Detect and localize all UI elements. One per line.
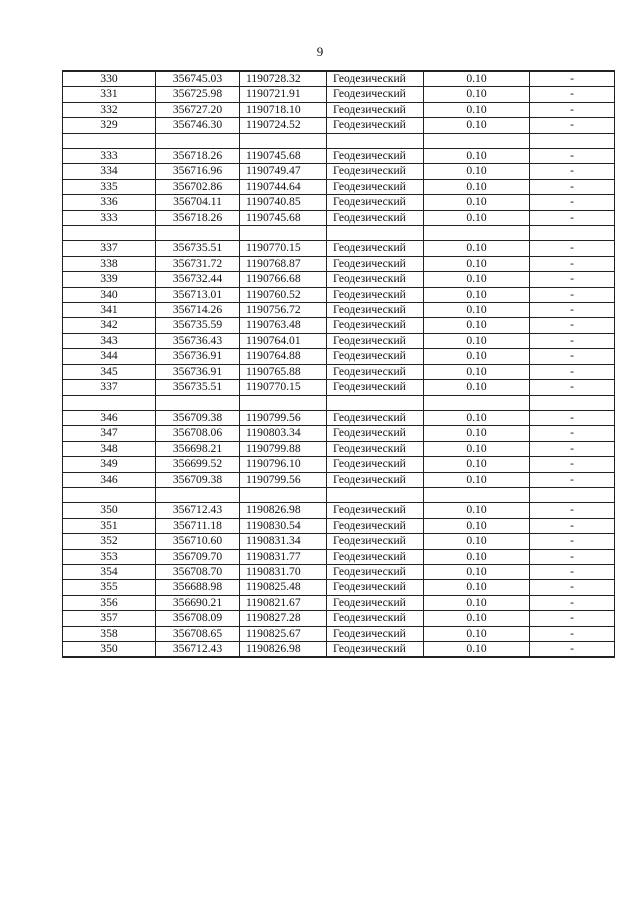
accuracy-cell: 0.10 bbox=[424, 256, 530, 271]
note-cell: - bbox=[530, 303, 615, 318]
table-row bbox=[63, 641, 615, 657]
y-coordinate-cell: 1190803.34 bbox=[240, 426, 327, 441]
x-coordinate-cell: 356718.26 bbox=[156, 210, 240, 225]
note-cell: - bbox=[530, 441, 615, 456]
y-coordinate-cell: 1190770.15 bbox=[240, 241, 327, 256]
table-row bbox=[63, 195, 615, 210]
x-coordinate-cell: 356716.96 bbox=[156, 164, 240, 179]
accuracy-cell: 0.10 bbox=[424, 549, 530, 564]
point-number-cell: 340 bbox=[63, 287, 156, 302]
table-row bbox=[63, 410, 615, 425]
point-number-cell: 347 bbox=[63, 426, 156, 441]
x-coordinate-cell: 356745.03 bbox=[156, 71, 240, 87]
accuracy-cell: 0.10 bbox=[424, 611, 530, 626]
method-cell: Геодезический bbox=[327, 241, 424, 256]
accuracy-cell: 0.10 bbox=[424, 641, 530, 657]
point-number-cell: 356 bbox=[63, 595, 156, 610]
x-coordinate-cell: 356746.30 bbox=[156, 118, 240, 133]
x-coordinate-cell: 356702.86 bbox=[156, 179, 240, 194]
note-cell bbox=[530, 133, 615, 148]
table-row bbox=[63, 318, 615, 333]
note-cell: - bbox=[530, 364, 615, 379]
method-cell: Геодезический bbox=[327, 149, 424, 164]
accuracy-cell: 0.10 bbox=[424, 195, 530, 210]
accuracy-cell: 0.10 bbox=[424, 426, 530, 441]
point-number-cell: 349 bbox=[63, 457, 156, 472]
y-coordinate-cell: 1190765.88 bbox=[240, 364, 327, 379]
method-cell: Геодезический bbox=[327, 503, 424, 518]
y-coordinate-cell: 1190799.56 bbox=[240, 410, 327, 425]
x-coordinate-cell: 356714.26 bbox=[156, 303, 240, 318]
method-cell: Геодезический bbox=[327, 518, 424, 533]
table-row bbox=[63, 580, 615, 595]
method-cell: Геодезический bbox=[327, 380, 424, 395]
point-number-cell bbox=[63, 487, 156, 502]
method-cell: Геодезический bbox=[327, 287, 424, 302]
accuracy-cell: 0.10 bbox=[424, 210, 530, 225]
point-number-cell: 350 bbox=[63, 641, 156, 657]
table-row bbox=[63, 102, 615, 117]
point-number-cell: 345 bbox=[63, 364, 156, 379]
note-cell: - bbox=[530, 102, 615, 117]
table-row bbox=[63, 287, 615, 302]
y-coordinate-cell bbox=[240, 395, 327, 410]
y-coordinate-cell: 1190766.68 bbox=[240, 272, 327, 287]
point-number-cell: 341 bbox=[63, 303, 156, 318]
coordinates-table bbox=[62, 70, 615, 658]
y-coordinate-cell: 1190768.87 bbox=[240, 256, 327, 271]
accuracy-cell: 0.10 bbox=[424, 164, 530, 179]
table-row bbox=[63, 626, 615, 641]
point-number-cell bbox=[63, 395, 156, 410]
note-cell: - bbox=[530, 287, 615, 302]
table-row bbox=[63, 503, 615, 518]
point-number-cell: 348 bbox=[63, 441, 156, 456]
x-coordinate-cell: 356709.38 bbox=[156, 472, 240, 487]
point-number-cell: 353 bbox=[63, 549, 156, 564]
note-cell: - bbox=[530, 87, 615, 102]
y-coordinate-cell: 1190830.54 bbox=[240, 518, 327, 533]
accuracy-cell: 0.10 bbox=[424, 118, 530, 133]
table-row bbox=[63, 149, 615, 164]
method-cell: Геодезический bbox=[327, 318, 424, 333]
note-cell: - bbox=[530, 518, 615, 533]
method-cell: Геодезический bbox=[327, 595, 424, 610]
y-coordinate-cell: 1190827.28 bbox=[240, 611, 327, 626]
accuracy-cell bbox=[424, 226, 530, 241]
accuracy-cell: 0.10 bbox=[424, 349, 530, 364]
table-row bbox=[63, 380, 615, 395]
y-coordinate-cell: 1190728.32 bbox=[240, 71, 327, 87]
method-cell: Геодезический bbox=[327, 210, 424, 225]
point-number-cell: 346 bbox=[63, 472, 156, 487]
accuracy-cell: 0.10 bbox=[424, 318, 530, 333]
note-cell: - bbox=[530, 318, 615, 333]
y-coordinate-cell: 1190831.34 bbox=[240, 534, 327, 549]
accuracy-cell: 0.10 bbox=[424, 380, 530, 395]
accuracy-cell bbox=[424, 487, 530, 502]
y-coordinate-cell: 1190763.48 bbox=[240, 318, 327, 333]
note-cell: - bbox=[530, 457, 615, 472]
x-coordinate-cell: 356735.51 bbox=[156, 241, 240, 256]
accuracy-cell: 0.10 bbox=[424, 580, 530, 595]
x-coordinate-cell bbox=[156, 487, 240, 502]
method-cell: Геодезический bbox=[327, 426, 424, 441]
accuracy-cell: 0.10 bbox=[424, 457, 530, 472]
note-cell: - bbox=[530, 564, 615, 579]
accuracy-cell: 0.10 bbox=[424, 241, 530, 256]
point-number-cell bbox=[63, 226, 156, 241]
point-number-cell: 335 bbox=[63, 179, 156, 194]
y-coordinate-cell: 1190745.68 bbox=[240, 210, 327, 225]
table-separator-row bbox=[63, 133, 615, 148]
y-coordinate-cell: 1190821.67 bbox=[240, 595, 327, 610]
method-cell: Геодезический bbox=[327, 195, 424, 210]
table-row bbox=[63, 164, 615, 179]
note-cell: - bbox=[530, 580, 615, 595]
table-row bbox=[63, 457, 615, 472]
y-coordinate-cell: 1190740.85 bbox=[240, 195, 327, 210]
point-number-cell: 351 bbox=[63, 518, 156, 533]
table-row bbox=[63, 349, 615, 364]
table-separator-row bbox=[63, 226, 615, 241]
note-cell: - bbox=[530, 179, 615, 194]
method-cell: Геодезический bbox=[327, 441, 424, 456]
accuracy-cell bbox=[424, 133, 530, 148]
accuracy-cell: 0.10 bbox=[424, 333, 530, 348]
method-cell: Геодезический bbox=[327, 256, 424, 271]
note-cell: - bbox=[530, 626, 615, 641]
x-coordinate-cell: 356732.44 bbox=[156, 272, 240, 287]
table-row bbox=[63, 333, 615, 348]
accuracy-cell: 0.10 bbox=[424, 534, 530, 549]
x-coordinate-cell: 356713.01 bbox=[156, 287, 240, 302]
point-number-cell: 343 bbox=[63, 333, 156, 348]
y-coordinate-cell: 1190796.10 bbox=[240, 457, 327, 472]
note-cell: - bbox=[530, 549, 615, 564]
x-coordinate-cell: 356698.21 bbox=[156, 441, 240, 456]
point-number-cell: 333 bbox=[63, 149, 156, 164]
method-cell: Геодезический bbox=[327, 179, 424, 194]
note-cell: - bbox=[530, 272, 615, 287]
y-coordinate-cell: 1190760.52 bbox=[240, 287, 327, 302]
y-coordinate-cell bbox=[240, 487, 327, 502]
note-cell: - bbox=[530, 256, 615, 271]
point-number-cell: 346 bbox=[63, 410, 156, 425]
accuracy-cell: 0.10 bbox=[424, 149, 530, 164]
note-cell: - bbox=[530, 641, 615, 657]
method-cell: Геодезический bbox=[327, 611, 424, 626]
note-cell: - bbox=[530, 472, 615, 487]
method-cell: Геодезический bbox=[327, 549, 424, 564]
method-cell: Геодезический bbox=[327, 349, 424, 364]
point-number-cell: 336 bbox=[63, 195, 156, 210]
point-number-cell: 350 bbox=[63, 503, 156, 518]
table-row bbox=[63, 472, 615, 487]
point-number-cell: 355 bbox=[63, 580, 156, 595]
accuracy-cell: 0.10 bbox=[424, 518, 530, 533]
x-coordinate-cell: 356718.26 bbox=[156, 149, 240, 164]
y-coordinate-cell: 1190826.98 bbox=[240, 503, 327, 518]
x-coordinate-cell: 356708.70 bbox=[156, 564, 240, 579]
point-number-cell: 334 bbox=[63, 164, 156, 179]
method-cell: Геодезический bbox=[327, 71, 424, 87]
y-coordinate-cell: 1190718.10 bbox=[240, 102, 327, 117]
note-cell: - bbox=[530, 195, 615, 210]
point-number-cell: 331 bbox=[63, 87, 156, 102]
accuracy-cell: 0.10 bbox=[424, 410, 530, 425]
accuracy-cell: 0.10 bbox=[424, 626, 530, 641]
x-coordinate-cell: 356712.43 bbox=[156, 503, 240, 518]
note-cell: - bbox=[530, 611, 615, 626]
table-row bbox=[63, 210, 615, 225]
table-row bbox=[63, 256, 615, 271]
x-coordinate-cell: 356708.65 bbox=[156, 626, 240, 641]
note-cell: - bbox=[530, 118, 615, 133]
note-cell: - bbox=[530, 503, 615, 518]
accuracy-cell: 0.10 bbox=[424, 595, 530, 610]
x-coordinate-cell: 356735.51 bbox=[156, 380, 240, 395]
table-row bbox=[63, 303, 615, 318]
accuracy-cell: 0.10 bbox=[424, 272, 530, 287]
accuracy-cell: 0.10 bbox=[424, 102, 530, 117]
point-number-cell: 342 bbox=[63, 318, 156, 333]
table-separator-row bbox=[63, 487, 615, 502]
x-coordinate-cell bbox=[156, 226, 240, 241]
method-cell: Геодезический bbox=[327, 564, 424, 579]
x-coordinate-cell: 356708.09 bbox=[156, 611, 240, 626]
table-row bbox=[63, 179, 615, 194]
y-coordinate-cell: 1190770.15 bbox=[240, 380, 327, 395]
table-row bbox=[63, 272, 615, 287]
table-separator-row bbox=[63, 395, 615, 410]
note-cell: - bbox=[530, 164, 615, 179]
x-coordinate-cell: 356688.98 bbox=[156, 580, 240, 595]
table-row bbox=[63, 595, 615, 610]
note-cell: - bbox=[530, 380, 615, 395]
table-row bbox=[63, 534, 615, 549]
method-cell: Геодезический bbox=[327, 534, 424, 549]
y-coordinate-cell: 1190749.47 bbox=[240, 164, 327, 179]
accuracy-cell bbox=[424, 395, 530, 410]
point-number-cell: 344 bbox=[63, 349, 156, 364]
point-number-cell: 358 bbox=[63, 626, 156, 641]
accuracy-cell: 0.10 bbox=[424, 87, 530, 102]
x-coordinate-cell: 356712.43 bbox=[156, 641, 240, 657]
y-coordinate-cell: 1190764.88 bbox=[240, 349, 327, 364]
table-row bbox=[63, 441, 615, 456]
y-coordinate-cell: 1190764.01 bbox=[240, 333, 327, 348]
note-cell: - bbox=[530, 534, 615, 549]
point-number-cell bbox=[63, 133, 156, 148]
accuracy-cell: 0.10 bbox=[424, 503, 530, 518]
x-coordinate-cell: 356704.11 bbox=[156, 195, 240, 210]
point-number-cell: 337 bbox=[63, 380, 156, 395]
point-number-cell: 337 bbox=[63, 241, 156, 256]
note-cell: - bbox=[530, 71, 615, 87]
table-row bbox=[63, 241, 615, 256]
point-number-cell: 338 bbox=[63, 256, 156, 271]
method-cell bbox=[327, 395, 424, 410]
x-coordinate-cell: 356699.52 bbox=[156, 457, 240, 472]
point-number-cell: 333 bbox=[63, 210, 156, 225]
accuracy-cell: 0.10 bbox=[424, 287, 530, 302]
note-cell: - bbox=[530, 333, 615, 348]
point-number-cell: 357 bbox=[63, 611, 156, 626]
x-coordinate-cell: 356690.21 bbox=[156, 595, 240, 610]
point-number-cell: 330 bbox=[63, 71, 156, 87]
y-coordinate-cell: 1190724.52 bbox=[240, 118, 327, 133]
note-cell: - bbox=[530, 410, 615, 425]
method-cell bbox=[327, 133, 424, 148]
method-cell: Геодезический bbox=[327, 641, 424, 657]
accuracy-cell: 0.10 bbox=[424, 179, 530, 194]
table-row bbox=[63, 426, 615, 441]
note-cell: - bbox=[530, 149, 615, 164]
x-coordinate-cell bbox=[156, 133, 240, 148]
note-cell bbox=[530, 395, 615, 410]
y-coordinate-cell: 1190744.64 bbox=[240, 179, 327, 194]
x-coordinate-cell: 356708.06 bbox=[156, 426, 240, 441]
note-cell bbox=[530, 487, 615, 502]
y-coordinate-cell: 1190745.68 bbox=[240, 149, 327, 164]
method-cell: Геодезический bbox=[327, 102, 424, 117]
method-cell: Геодезический bbox=[327, 364, 424, 379]
y-coordinate-cell: 1190831.77 bbox=[240, 549, 327, 564]
page-number: 9 bbox=[316, 44, 324, 59]
method-cell: Геодезический bbox=[327, 580, 424, 595]
method-cell: Геодезический bbox=[327, 118, 424, 133]
method-cell: Геодезический bbox=[327, 87, 424, 102]
x-coordinate-cell: 356727.20 bbox=[156, 102, 240, 117]
method-cell bbox=[327, 226, 424, 241]
accuracy-cell: 0.10 bbox=[424, 303, 530, 318]
x-coordinate-cell: 356710.60 bbox=[156, 534, 240, 549]
method-cell: Геодезический bbox=[327, 626, 424, 641]
x-coordinate-cell: 356709.38 bbox=[156, 410, 240, 425]
y-coordinate-cell: 1190756.72 bbox=[240, 303, 327, 318]
x-coordinate-cell: 356709.70 bbox=[156, 549, 240, 564]
y-coordinate-cell bbox=[240, 226, 327, 241]
point-number-cell: 352 bbox=[63, 534, 156, 549]
note-cell: - bbox=[530, 210, 615, 225]
coordinates-table-body bbox=[63, 71, 615, 657]
x-coordinate-cell: 356731.72 bbox=[156, 256, 240, 271]
method-cell: Геодезический bbox=[327, 303, 424, 318]
accuracy-cell: 0.10 bbox=[424, 472, 530, 487]
table-row bbox=[63, 564, 615, 579]
point-number-cell: 329 bbox=[63, 118, 156, 133]
accuracy-cell: 0.10 bbox=[424, 71, 530, 87]
method-cell: Геодезический bbox=[327, 472, 424, 487]
y-coordinate-cell: 1190826.98 bbox=[240, 641, 327, 657]
x-coordinate-cell: 356735.59 bbox=[156, 318, 240, 333]
accuracy-cell: 0.10 bbox=[424, 441, 530, 456]
note-cell: - bbox=[530, 595, 615, 610]
method-cell: Геодезический bbox=[327, 164, 424, 179]
note-cell: - bbox=[530, 349, 615, 364]
point-number-cell: 354 bbox=[63, 564, 156, 579]
table-row bbox=[63, 364, 615, 379]
y-coordinate-cell bbox=[240, 133, 327, 148]
accuracy-cell: 0.10 bbox=[424, 364, 530, 379]
method-cell: Геодезический bbox=[327, 410, 424, 425]
x-coordinate-cell: 356736.91 bbox=[156, 364, 240, 379]
note-cell bbox=[530, 226, 615, 241]
x-coordinate-cell: 356736.91 bbox=[156, 349, 240, 364]
table-row bbox=[63, 71, 615, 87]
method-cell: Геодезический bbox=[327, 457, 424, 472]
x-coordinate-cell: 356736.43 bbox=[156, 333, 240, 348]
y-coordinate-cell: 1190825.67 bbox=[240, 626, 327, 641]
table-row bbox=[63, 518, 615, 533]
accuracy-cell: 0.10 bbox=[424, 564, 530, 579]
method-cell bbox=[327, 487, 424, 502]
table-row bbox=[63, 118, 615, 133]
method-cell: Геодезический bbox=[327, 333, 424, 348]
y-coordinate-cell: 1190721.91 bbox=[240, 87, 327, 102]
table-row bbox=[63, 611, 615, 626]
x-coordinate-cell bbox=[156, 395, 240, 410]
table-row bbox=[63, 549, 615, 564]
point-number-cell: 339 bbox=[63, 272, 156, 287]
x-coordinate-cell: 356725.98 bbox=[156, 87, 240, 102]
y-coordinate-cell: 1190799.56 bbox=[240, 472, 327, 487]
table-row bbox=[63, 87, 615, 102]
note-cell: - bbox=[530, 426, 615, 441]
point-number-cell: 332 bbox=[63, 102, 156, 117]
y-coordinate-cell: 1190825.48 bbox=[240, 580, 327, 595]
note-cell: - bbox=[530, 241, 615, 256]
x-coordinate-cell: 356711.18 bbox=[156, 518, 240, 533]
y-coordinate-cell: 1190831.70 bbox=[240, 564, 327, 579]
method-cell: Геодезический bbox=[327, 272, 424, 287]
y-coordinate-cell: 1190799.88 bbox=[240, 441, 327, 456]
